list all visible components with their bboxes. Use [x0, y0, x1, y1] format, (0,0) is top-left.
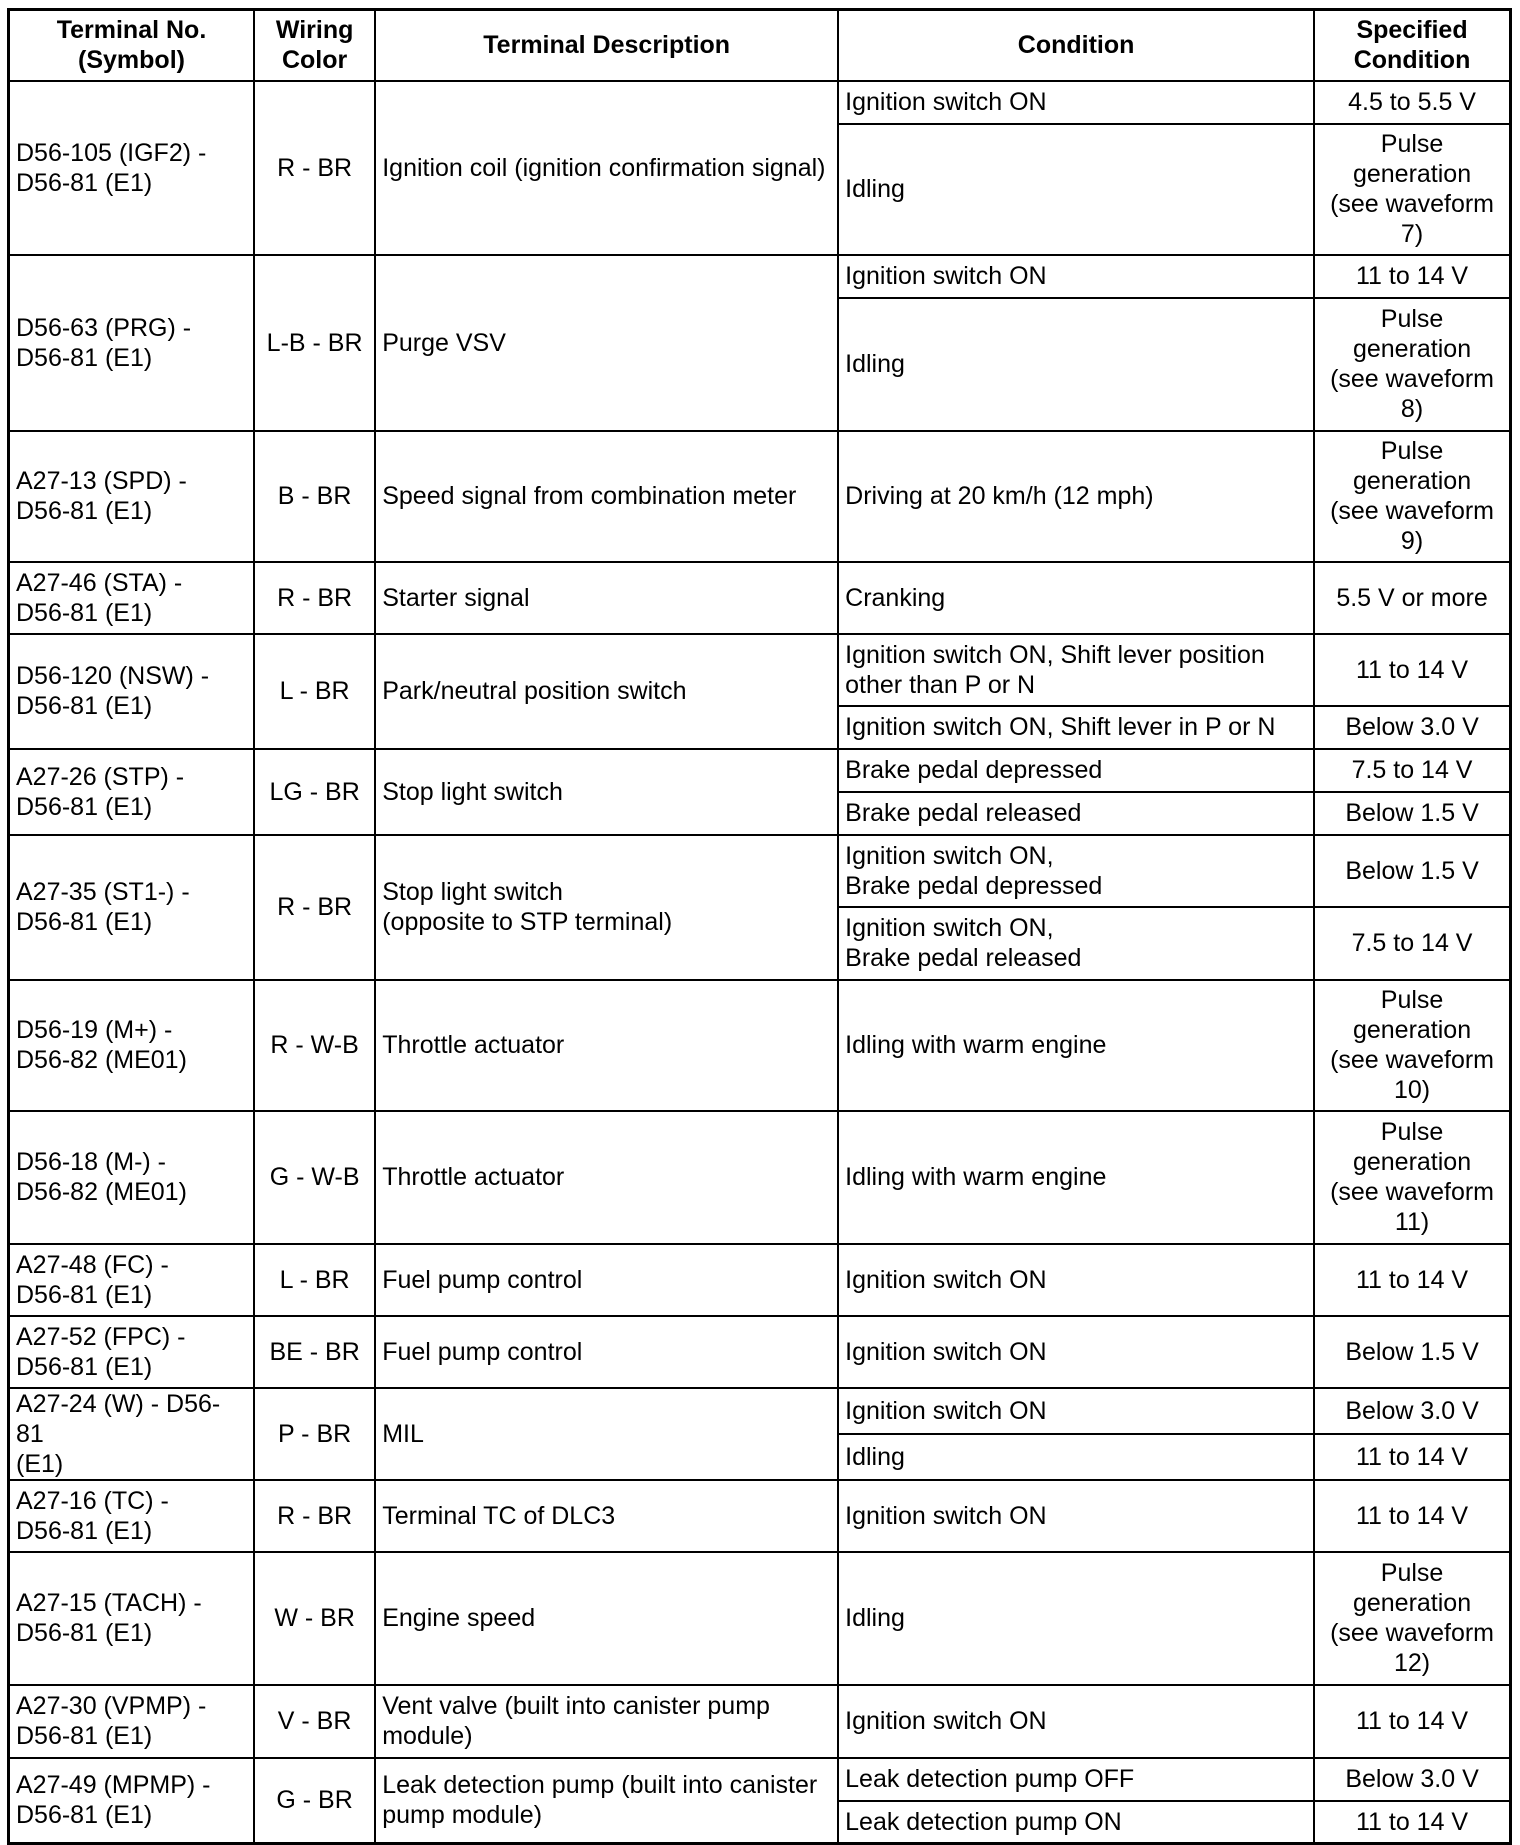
wiring-color-cell: L - BR — [254, 634, 375, 749]
terminal-cell: A27-46 (STA) - D56-81 (E1) — [9, 562, 254, 634]
description-cell: Throttle actuator — [375, 1111, 838, 1244]
table-row — [9, 835, 1511, 907]
header-wiring-color: Wiring Color — [254, 10, 375, 81]
condition-cell: Ignition switch ON — [838, 1480, 1314, 1552]
wiring-color-cell: L - BR — [254, 1244, 375, 1316]
terminal-cell: A27-35 (ST1-) - D56-81 (E1) — [9, 835, 254, 980]
wiring-color-cell: V - BR — [254, 1685, 375, 1758]
wiring-color-cell: R - BR — [254, 835, 375, 980]
specified-condition-cell: 5.5 V or more — [1314, 562, 1510, 634]
description-cell: Engine speed — [375, 1552, 838, 1685]
specified-condition-cell: 4.5 to 5.5 V — [1314, 81, 1510, 124]
wiring-color-cell: R - BR — [254, 562, 375, 634]
specified-condition-cell: Below 1.5 V — [1314, 1316, 1510, 1388]
specified-condition-cell: Pulse generation (see waveform 7) — [1314, 124, 1510, 255]
specified-condition-cell: 11 to 14 V — [1314, 1244, 1510, 1316]
header-row — [9, 10, 1511, 81]
table-row — [9, 1316, 1511, 1388]
condition-cell: Ignition switch ON, Shift lever position other than P or N — [838, 634, 1314, 706]
condition-cell: Idling — [838, 1434, 1314, 1480]
description-cell: MIL — [375, 1388, 838, 1480]
terminal-cell: D56-63 (PRG) - D56-81 (E1) — [9, 255, 254, 431]
condition-cell: Leak detection pump OFF — [838, 1758, 1314, 1801]
specified-condition-cell: Pulse generation (see waveform 9) — [1314, 431, 1510, 562]
wiring-color-cell: R - BR — [254, 81, 375, 255]
wiring-color-cell: BE - BR — [254, 1316, 375, 1388]
specified-condition-cell: 11 to 14 V — [1314, 1685, 1510, 1758]
description-cell: Fuel pump control — [375, 1316, 838, 1388]
table-row — [9, 1685, 1511, 1758]
condition-cell: Ignition switch ON, Brake pedal depressed — [838, 835, 1314, 907]
terminal-cell: D56-18 (M-) - D56-82 (ME01) — [9, 1111, 254, 1244]
specified-condition-cell: Pulse generation (see waveform 8) — [1314, 298, 1510, 431]
specified-condition-cell: 7.5 to 14 V — [1314, 749, 1510, 792]
table-row — [9, 980, 1511, 1111]
table-row — [9, 431, 1511, 562]
condition-cell: Ignition switch ON — [838, 255, 1314, 298]
condition-cell: Brake pedal released — [838, 792, 1314, 835]
table-row — [9, 562, 1511, 634]
condition-cell: Ignition switch ON — [838, 1244, 1314, 1316]
description-cell: Vent valve (built into canister pump module) — [375, 1685, 838, 1758]
specified-condition-cell: Pulse generation (see waveform 11) — [1314, 1111, 1510, 1244]
terminal-cell: A27-30 (VPMP) - D56-81 (E1) — [9, 1685, 254, 1758]
specified-condition-cell: Pulse generation (see waveform 12) — [1314, 1552, 1510, 1685]
condition-cell: Ignition switch ON, Shift lever in P or N — [838, 706, 1314, 749]
terminal-cell: A27-52 (FPC) - D56-81 (E1) — [9, 1316, 254, 1388]
header-specified-condition: Specified Condition — [1314, 10, 1510, 81]
condition-cell: Ignition switch ON, Brake pedal released — [838, 907, 1314, 980]
specified-condition-cell: Below 3.0 V — [1314, 1758, 1510, 1801]
table-row — [9, 634, 1511, 706]
description-cell: Purge VSV — [375, 255, 838, 431]
wiring-color-cell: L-B - BR — [254, 255, 375, 431]
specified-condition-cell: 7.5 to 14 V — [1314, 907, 1510, 980]
terminal-cell: D56-120 (NSW) - D56-81 (E1) — [9, 634, 254, 749]
terminal-cell: A27-13 (SPD) - D56-81 (E1) — [9, 431, 254, 562]
terminal-cell: A27-15 (TACH) - D56-81 (E1) — [9, 1552, 254, 1685]
table-row — [9, 1388, 1511, 1434]
condition-cell: Idling with warm engine — [838, 1111, 1314, 1244]
wiring-color-cell: R - W-B — [254, 980, 375, 1111]
specified-condition-cell: Pulse generation (see waveform 10) — [1314, 980, 1510, 1111]
condition-cell: Ignition switch ON — [838, 81, 1314, 124]
terminal-cell: D56-105 (IGF2) - D56-81 (E1) — [9, 81, 254, 255]
table-row — [9, 81, 1511, 124]
terminal-cell: A27-16 (TC) - D56-81 (E1) — [9, 1480, 254, 1552]
description-cell: Stop light switch — [375, 749, 838, 835]
specified-condition-cell: 11 to 14 V — [1314, 1480, 1510, 1552]
condition-cell: Leak detection pump ON — [838, 1801, 1314, 1844]
table-row — [9, 1244, 1511, 1316]
table-row — [9, 255, 1511, 298]
specified-condition-cell: Below 1.5 V — [1314, 792, 1510, 835]
condition-cell: Idling — [838, 298, 1314, 431]
description-cell: Stop light switch (opposite to STP terminal) — [375, 835, 838, 980]
table-row — [9, 1758, 1511, 1801]
wiring-color-cell: G - W-B — [254, 1111, 375, 1244]
description-cell: Fuel pump control — [375, 1244, 838, 1316]
description-cell: Throttle actuator — [375, 980, 838, 1111]
description-cell: Speed signal from combination meter — [375, 431, 838, 562]
condition-cell: Ignition switch ON — [838, 1388, 1314, 1434]
wiring-color-cell: LG - BR — [254, 749, 375, 835]
wiring-color-cell: W - BR — [254, 1552, 375, 1685]
wiring-color-cell: G - BR — [254, 1758, 375, 1844]
specified-condition-cell: Below 3.0 V — [1314, 706, 1510, 749]
header-terminal-description: Terminal Description — [375, 10, 838, 81]
condition-cell: Idling — [838, 1552, 1314, 1685]
description-cell: Starter signal — [375, 562, 838, 634]
condition-cell: Ignition switch ON — [838, 1685, 1314, 1758]
specified-condition-cell: 11 to 14 V — [1314, 255, 1510, 298]
terminal-cell: A27-24 (W) - D56-81 (E1) — [9, 1388, 254, 1480]
header-terminal: Terminal No. (Symbol) — [9, 10, 254, 81]
table-row — [9, 1480, 1511, 1552]
specified-condition-cell: Below 1.5 V — [1314, 835, 1510, 907]
condition-cell: Cranking — [838, 562, 1314, 634]
terminal-cell: A27-49 (MPMP) - D56-81 (E1) — [9, 1758, 254, 1844]
header-condition: Condition — [838, 10, 1314, 81]
table-row — [9, 749, 1511, 792]
terminal-spec-table — [7, 8, 1512, 1845]
wiring-color-cell: P - BR — [254, 1388, 375, 1480]
terminal-cell: A27-48 (FC) - D56-81 (E1) — [9, 1244, 254, 1316]
terminal-cell: A27-26 (STP) - D56-81 (E1) — [9, 749, 254, 835]
wiring-color-cell: R - BR — [254, 1480, 375, 1552]
description-cell: Terminal TC of DLC3 — [375, 1480, 838, 1552]
wiring-color-cell: B - BR — [254, 431, 375, 562]
description-cell: Park/neutral position switch — [375, 634, 838, 749]
table-row — [9, 1552, 1511, 1685]
specified-condition-cell: 11 to 14 V — [1314, 1801, 1510, 1844]
specified-condition-cell: Below 3.0 V — [1314, 1388, 1510, 1434]
specified-condition-cell: 11 to 14 V — [1314, 634, 1510, 706]
table-row — [9, 1111, 1511, 1244]
condition-cell: Idling — [838, 124, 1314, 255]
condition-cell: Driving at 20 km/h (12 mph) — [838, 431, 1314, 562]
condition-cell: Ignition switch ON — [838, 1316, 1314, 1388]
description-cell: Leak detection pump (built into canister pump module) — [375, 1758, 838, 1844]
condition-cell: Idling with warm engine — [838, 980, 1314, 1111]
specified-condition-cell: 11 to 14 V — [1314, 1434, 1510, 1480]
terminal-cell: D56-19 (M+) - D56-82 (ME01) — [9, 980, 254, 1111]
condition-cell: Brake pedal depressed — [838, 749, 1314, 792]
description-cell: Ignition coil (ignition confirmation signal) — [375, 81, 838, 255]
